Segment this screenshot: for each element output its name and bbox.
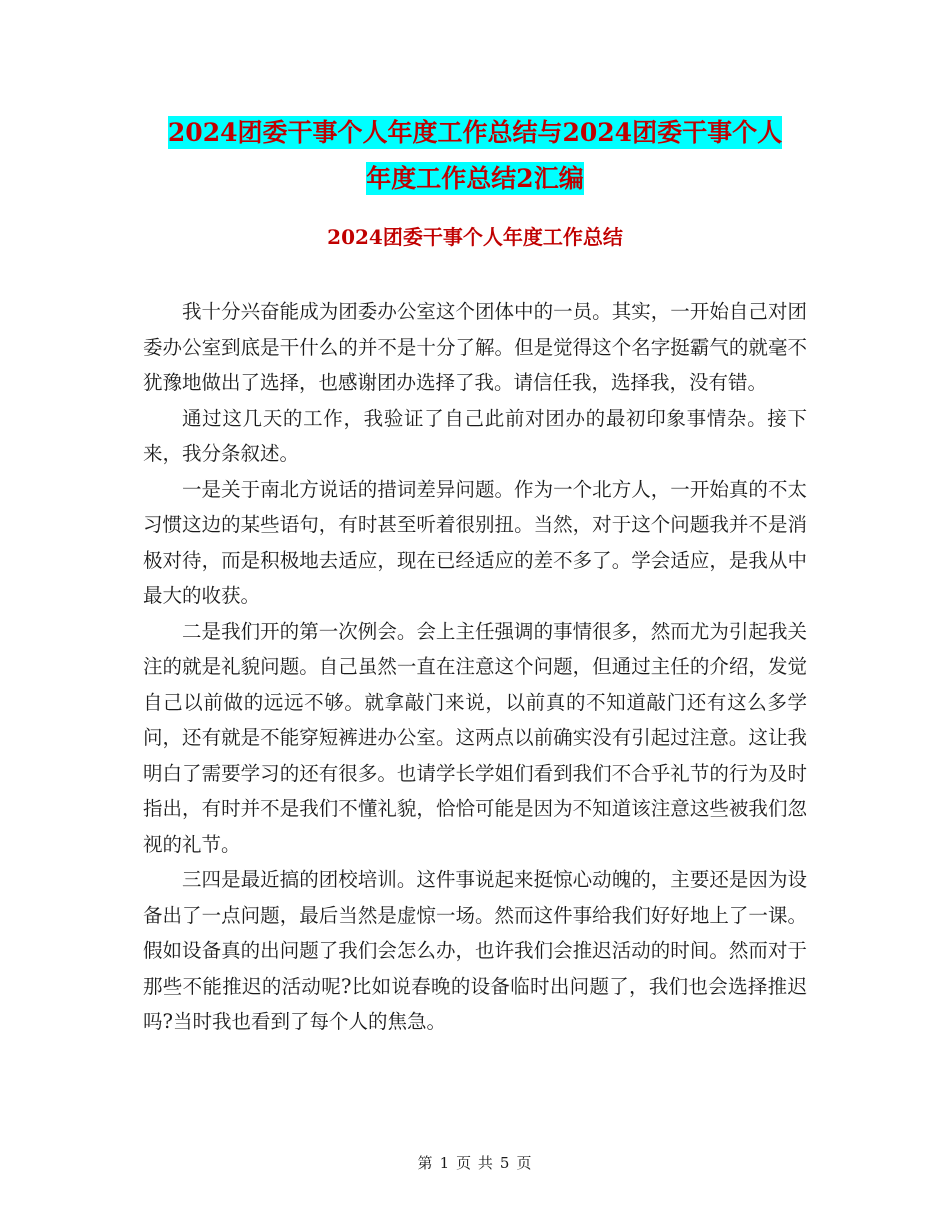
footer-suffix: 页	[516, 1154, 533, 1172]
page-total: 5	[499, 1154, 511, 1172]
paragraph: 三四是最近搞的团校培训。这件事说起来挺惊心动魄的，主要还是因为设备出了一点问题，最后当然是虚惊一场。然而这件事给我们好好地上了一课。假如设备真的出问题了我们会怎么办，也许我们会推迟活动的时间。然而对于那些不能推迟的活动呢?比如说春晚的设备临时出问题了，我们也会选择推迟吗?当时我也看到了每个人的焦急。	[143, 868, 807, 1033]
page-footer	[0, 1152, 950, 1173]
paragraph: 通过这几天的工作，我验证了自己此前对团办的最初印象事情杂。接下来，我分条叙述。	[143, 406, 807, 465]
paragraph: 二是我们开的第一次例会。会上主任强调的事情很多，然而尤为引起我关注的就是礼貌问题。自己虽然一直在注意这个问题，但通过主任的介绍，发觉自己以前做的远远不够。就拿敲门来说，以前真的不知道敲门还有这么多学问，还有就是不能穿短裤进办公室。这两点以前确实没有引起过注意。这让我明白了需要学习的还有很多。也请学长学姐们看到我们不合乎礼节的行为及时指出，有时并不是我们不懂礼貌，恰恰可能是因为不知道该注意这些被我们忽视的礼节。	[143, 619, 807, 856]
document-body	[143, 294, 807, 1040]
footer-prefix: 第	[417, 1154, 434, 1172]
page-number: 1	[439, 1154, 451, 1172]
paragraph: 我十分兴奋能成为团委办公室这个团体中的一员。其实，一开始自己对团委办公室到底是干什么的并不是十分了解。但是觉得这个名字挺霸气的就毫不犹豫地做出了选择，也感谢团办选择了我。请信任我，选择我，没有错。	[143, 300, 807, 394]
footer-mid: 页 共	[456, 1154, 494, 1172]
paragraph: 一是关于南北方说话的措词差异问题。作为一个北方人，一开始真的不太习惯这边的某些语句，有时甚至听着很别扭。当然，对于这个问题我并不是消极对待，而是积极地去适应，现在已经适应的差不多了。学会适应，是我从中最大的收获。	[143, 477, 807, 607]
document-title	[0, 110, 950, 202]
title-line-2: 年度工作总结2汇编	[366, 164, 584, 193]
title-line-1: 2024团委干事个人年度工作总结与2024团委干事个人	[167, 118, 783, 147]
section-heading: 2024团委干事个人年度工作总结	[327, 225, 623, 249]
